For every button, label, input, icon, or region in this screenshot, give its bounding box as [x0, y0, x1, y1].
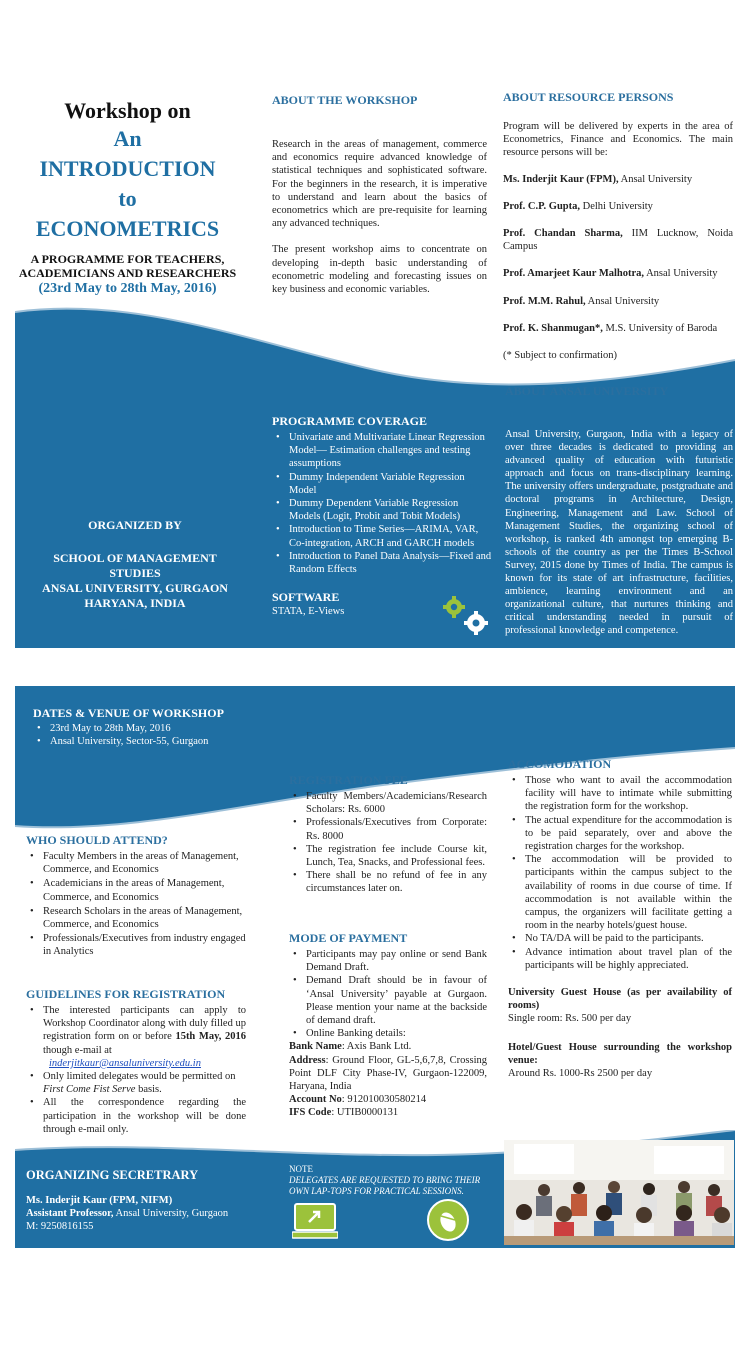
coverage-item: • Introduction to Time Series—ARIMA, VAR, Co-integration, ARCH and GARCH models	[272, 523, 492, 549]
resource-persons-note: (* Subject to confirmation)	[503, 350, 618, 362]
coverage-item: • Univariate and Multivariate Linear Regression Model— Estimation challenges and testing assumptions	[272, 431, 492, 471]
resource-person-2: Prof. C.P. Gupta, Delhi University	[503, 200, 653, 212]
resource-persons-heading: ABOUT RESOURCE PERSONS	[503, 90, 674, 104]
about-ansal-heading: ABOUT ANSAL UNIVERSITY	[505, 384, 669, 398]
software-heading: SOFTWARE	[272, 590, 340, 605]
organizer-line-1: SCHOOL OF MANAGEMENT	[53, 551, 217, 565]
ifs-code: IFS Code: UTIB0000131	[289, 1107, 399, 1119]
guideline-item: • The interested participants can apply to Workshop Coordinator along with duly filled up registration form on or before 15th May, 2016 though e-mail at inderjitkaur@ansaluniversity.edu.in	[26, 1004, 246, 1070]
account-number: Account No: 912010030580214	[289, 1094, 427, 1106]
resource-persons-section	[503, 90, 733, 376]
laptop-icon	[292, 1202, 338, 1240]
organizer-line-4: HARYANA, INDIA	[84, 596, 186, 610]
dates-venue-heading: DATES & VENUE OF WORKSHOP	[33, 706, 224, 720]
guidelines-heading: GUIDELINES FOR REGISTRATION	[26, 987, 226, 1001]
subtitle-line-2: ACADEMICIANS AND RESEARCHERS	[18, 266, 237, 280]
resource-person-5: Prof. M.M. Rahul, Ansal University	[503, 295, 660, 307]
secretary-phone: M: 9250816155	[26, 1221, 94, 1233]
secretary-name: Ms. Inderjit Kaur (FPM, NIFM)	[26, 1195, 173, 1206]
coverage-item: • Dummy Independent Variable Regression Model	[272, 471, 492, 497]
contact-email-link[interactable]: inderjitkaur@ansaluniversity.edu.in	[49, 1057, 201, 1069]
software-list: STATA, E-Views	[272, 606, 345, 618]
accommodation-item: • Advance intimation about travel plan of the participants will be highly appreciated.	[508, 946, 732, 972]
note-section	[289, 1164, 489, 1197]
fee-item: • Faculty Members/Academicians/Research Scholars: Rs. 6000	[289, 790, 487, 816]
hotel-heading: Hotel/Guest House surrounding the workshop venue:	[508, 1041, 732, 1066]
guidelines-list	[26, 1004, 246, 1136]
mouse-icon	[426, 1198, 470, 1242]
secretary-role: Assistant Professor, Ansal University, Gurgaon	[26, 1208, 229, 1220]
who-should-attend-heading: WHO SHOULD ATTEND?	[26, 833, 168, 847]
programme-coverage-list	[272, 431, 492, 576]
programme-coverage-section	[272, 414, 492, 618]
fee-item: • Professionals/Executives from Corporate: Rs. 8000	[289, 816, 487, 842]
note-text: DELEGATES ARE REQUESTED TO BRING THEIR OWN LAP-TOPS FOR PRACTICAL SESSIONS.	[289, 1175, 481, 1196]
fee-item: • There shall be no refund of fee in any circumstances later on.	[289, 869, 487, 895]
resource-person-4: Prof. Amarjeet Kaur Malhotra, Ansal University	[503, 268, 718, 280]
payment-item: • Online Banking details:	[289, 1027, 487, 1040]
who-should-attend-section	[26, 833, 254, 959]
dates-venue-section	[33, 706, 293, 748]
guideline-item: • Only limited delegates would be permitted on First Come Fist Serve basis.	[26, 1070, 246, 1096]
accommodation-item: • The actual expenditure for the accommodation is to be paid separately, over and above the registration charges for the workshop.	[508, 814, 732, 854]
organizing-secretary-section	[26, 1168, 266, 1234]
about-workshop-p1: Research in the areas of management, commerce and economics require advanced knowledge of statistical techniques and sophisticated software. For the beginners in the research, it is imperative to understand and learn about the basics of econometrics which are pre-requisite for learning any advanced techniques.	[272, 139, 487, 230]
title-line-4: to	[118, 186, 137, 211]
dates-venue-item: • Ansal University, Sector-55, Gurgaon	[33, 735, 293, 748]
accommodation-item: • The accommodation will be provided to participants within the campus subject to the availability of rooms in due course of time. If accommodation is not available within the campus, the organizers will facilitate getting a room in the nearby hotels/guest house.	[508, 853, 732, 932]
registration-fee-list	[289, 790, 487, 896]
guidelines-section	[26, 987, 246, 1136]
fee-item: • The registration fee include Course kit, Lunch, Tea, Snacks, and Professional fees.	[289, 843, 487, 869]
guest-house-rate: Single room: Rs. 500 per day	[508, 1013, 632, 1025]
payment-heading: MODE OF PAYMENT	[289, 931, 408, 945]
organizer-line-3: ANSAL UNIVERSITY, GURGAON	[42, 581, 228, 595]
who-should-attend-list	[26, 850, 254, 959]
about-workshop-section	[272, 93, 487, 296]
programme-coverage-heading: PROGRAMME COVERAGE	[272, 414, 427, 428]
subtitle-line-1: A PROGRAMME FOR TEACHERS,	[30, 252, 225, 266]
hotel-rate: Around Rs. 1000-Rs 2500 per day	[508, 1068, 653, 1080]
resource-person-3: Prof. Chandan Sharma, IIM Lucknow, Noida Campus	[503, 228, 733, 253]
about-ansal-text: Ansal University, Gurgaon, India with a legacy of over three decades is dedicated to providing an advanced quality of education with futuristic approach and focus on trans-disciplinary learning. The university offers undergraduate, postgraduate and doctoral programs in Architecture, Design, Engineering, Management and Law. School of Management Studies, the organizing school of workshop, is ranked 4th amongst top emerging B-schools of the country as per the Times B-School Survey, 2015 done by Times of India. The campus is known for its state of art infrastructure, facilities, ambience, learning environment and an organizational culture, that nurtures thinking and critical understanding needed in pursuit of professional knowledge and competence.	[505, 429, 733, 637]
title-line-1: Workshop on	[64, 98, 191, 123]
workshop-dates: (23rd May to 28th May, 2016)	[38, 281, 217, 296]
note-label: NOTE	[289, 1164, 313, 1174]
about-workshop-heading: ABOUT THE WORKSHOP	[272, 93, 418, 107]
accommodation-item: • Those who want to avail the accommodation facility will have to intimate while submitting the registration form for the workshop.	[508, 774, 732, 814]
accommodation-section	[508, 757, 732, 1080]
dates-venue-list	[33, 722, 293, 748]
organizer-line-2: STUDIES	[109, 566, 161, 580]
guideline-item: • All the correspondence regarding the participation in the workshop will be done through e-mail only.	[26, 1096, 246, 1136]
attendee-item: • Professionals/Executives from industry engaged in Analytics	[26, 932, 254, 958]
coverage-item: • Introduction to Panel Data Analysis—Fixed and Random Effects	[272, 550, 492, 576]
gears-icon	[440, 594, 490, 638]
registration-fee-heading: REGISTRATION FEE	[289, 773, 408, 787]
title-line-5: ECONOMETRICS	[35, 216, 220, 241]
coverage-item: • Dummy Dependent Variable Regression Models (Logit, Probit and Tobit Models)	[272, 497, 492, 523]
guest-house-heading: University Guest House (as per availability of rooms)	[508, 987, 732, 1012]
organized-by-section	[15, 518, 255, 611]
payment-item: • Participants may pay online or send Bank Demand Draft.	[289, 948, 487, 974]
bank-name: Bank Name: Axis Bank Ltd.	[289, 1041, 412, 1053]
attendee-item: • Research Scholars in the areas of Management, Commerce, and Economics	[26, 905, 254, 931]
bank-address: Address: Ground Floor, GL-5,6,7,8, Crossing Point DLF City Phase-IV, Gurgaon-122009, Haryana, India	[289, 1054, 487, 1093]
title-line-3: INTRODUCTION	[39, 156, 216, 181]
resource-persons-intro: Program will be delivered by experts in the area of Econometrics, Finance and Economics. The main resource persons will be:	[503, 121, 733, 159]
classroom-photo	[504, 1140, 734, 1245]
organizing-secretary-heading: ORGANIZING SECRETRARY	[26, 1168, 199, 1182]
accommodation-heading: ACCOMODATION	[508, 757, 612, 771]
title-block	[15, 98, 240, 298]
payment-list	[289, 948, 487, 1040]
about-workshop-p2: The present workshop aims to concentrate on developing in-depth basic understanding of econometric modeling and forecasting issues on key business and economic variables.	[272, 244, 487, 296]
registration-fee-section	[289, 773, 487, 896]
dates-venue-item: • 23rd May to 28th May, 2016	[33, 722, 293, 735]
organized-by-heading: ORGANIZED BY	[88, 518, 182, 532]
accommodation-list	[508, 774, 732, 972]
payment-item: • Demand Draft should be in favour of ‘Ansal University’ payable at Gurgaon. Please mention your name at the backside of demand draft.	[289, 974, 487, 1027]
attendee-item: • Faculty Members in the areas of Management, Commerce, and Economics	[26, 850, 254, 876]
attendee-item: • Academicians in the areas of Management, Commerce, and Economics	[26, 877, 254, 903]
title-line-2: An	[113, 126, 142, 151]
payment-section	[289, 931, 487, 1120]
resource-person-1: Ms. Inderjit Kaur (FPM), Ansal University	[503, 173, 693, 185]
accommodation-item: • No TA/DA will be paid to the participants.	[508, 932, 732, 945]
resource-person-6: Prof. K. Shanmugan*, M.S. University of Baroda	[503, 322, 718, 334]
